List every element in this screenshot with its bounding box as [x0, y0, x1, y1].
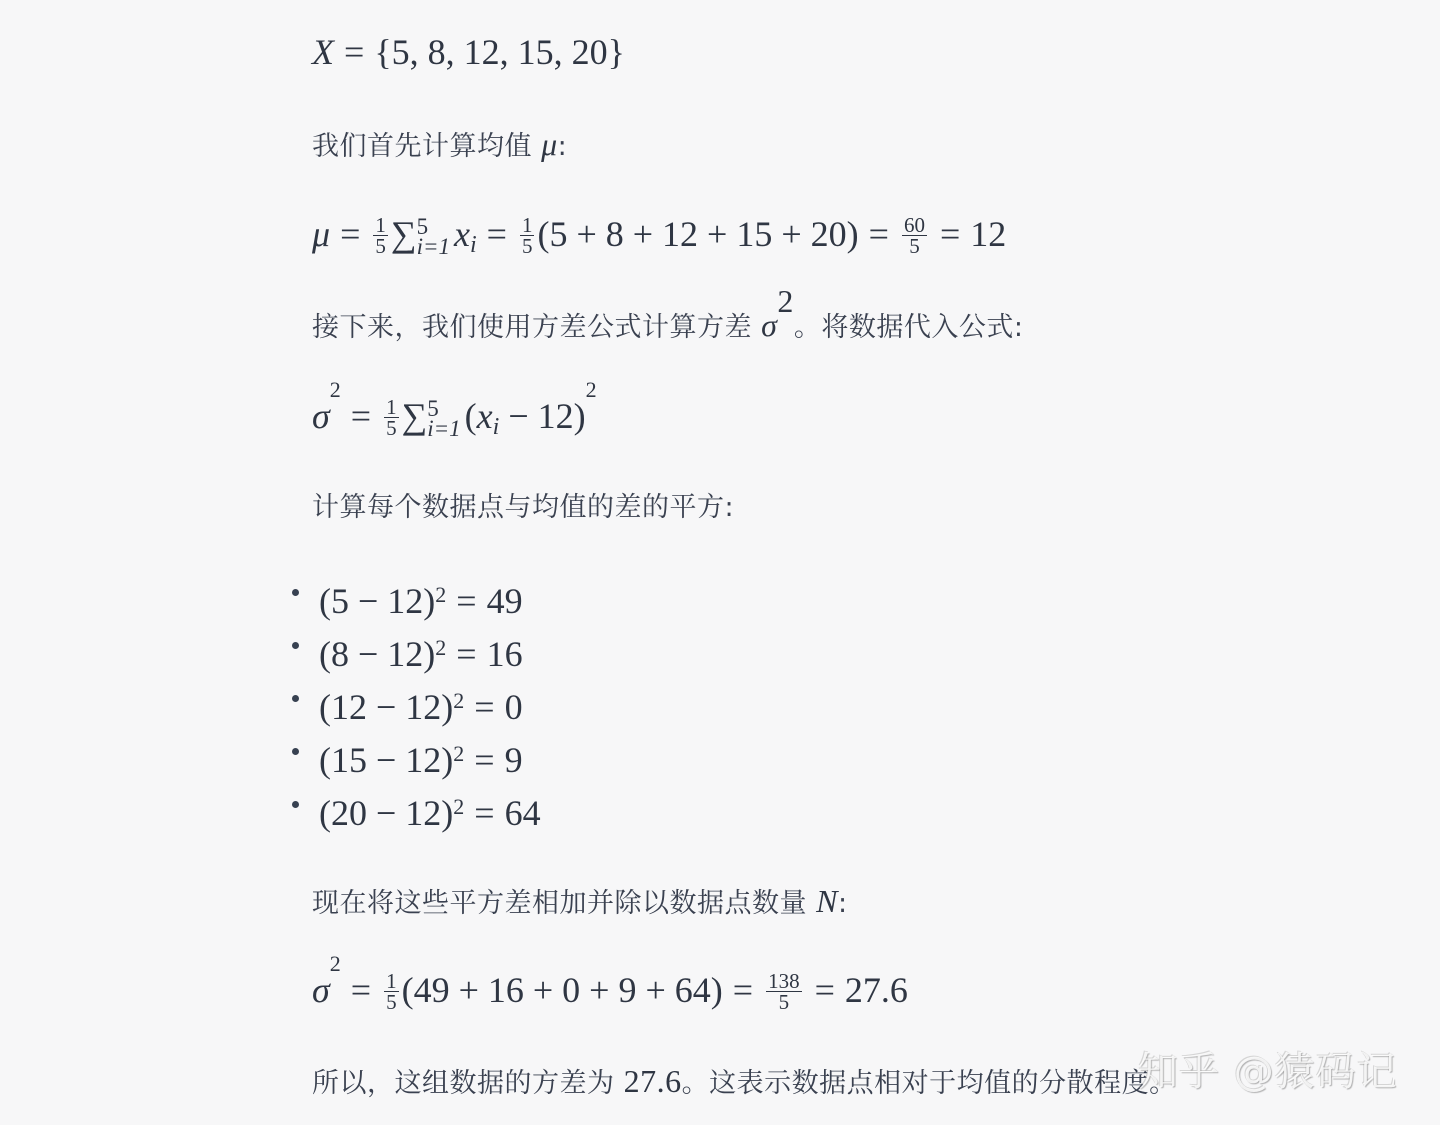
mean-equation: μ = $\frac{1}{5}$ ∑ 5 i=1 $x_i$ = $\frac{1}{5}$ (5 + 8 + 12 + 15 + 20) = $\frac{60}{5}$ = 12 [312, 213, 1007, 259]
superscript: 2 [329, 377, 341, 402]
superscript: 2 [585, 377, 597, 402]
paragraph-squares-intro [312, 490, 734, 526]
paragraph-variance-intro [312, 283, 1024, 346]
dataset-equation: X = {5, 8, 12, 15, 20} [312, 32, 625, 72]
fraction: $\frac{1}{5}$ [386, 969, 397, 1015]
paragraph-text: 计算每个数据点与均值的差的平方: [312, 492, 735, 523]
paragraph-text: 现在将这些平方差相加并除以数据点数量 [312, 888, 807, 919]
bullet-icon [292, 642, 299, 649]
paragraph-text: 接下来，我们使用方差公式计算方差 [312, 312, 752, 343]
paragraph-conclusion [312, 1063, 1177, 1102]
dataset-symbol: X [312, 32, 334, 72]
colon: : [837, 888, 848, 919]
mu-symbol: μ [541, 126, 558, 162]
variance-value: 27.6 [623, 1063, 682, 1099]
paragraph-text: 。将数据代入公式: [793, 312, 1024, 343]
fraction: $\frac{1}{5}$ [386, 395, 397, 441]
fraction: $\frac{138}{5}$ [768, 969, 800, 1015]
variance-formula: $\sigma^2=$ $\frac{1}{5}$ ∑ 5 i=1 $(x_i - 12)^2$ [312, 377, 597, 441]
squared-differences-list [292, 574, 541, 839]
variance-result: 27.6 [844, 970, 908, 1010]
colon: : [557, 131, 568, 162]
variance-result-equation: $\sigma^2=$ $\frac{1}{5}$ (49 + 16 + 0 + 9 + 64) = $\frac{138}{5}$ = 27.6 [312, 951, 908, 1015]
fraction: $\frac{1}{5}$ [375, 213, 386, 259]
n-symbol: N [816, 883, 838, 919]
list-item: (12 − 12) $^2$ = 0 [292, 680, 541, 733]
paragraph-text: 所以，这组数据的方差为 [312, 1068, 615, 1099]
sigma-symbol: σ [312, 970, 330, 1010]
fraction: $\frac{60}{5}$ [903, 213, 925, 259]
paragraph-text: 。这表示数据点相对于均值的分散程度。 [681, 1068, 1177, 1099]
sum-symbol: ∑ [401, 396, 428, 436]
x-variable: x [453, 214, 470, 254]
fraction: $\frac{1}{5}$ [521, 213, 533, 259]
sum-expansion: (5 + 8 + 12 + 15 + 20) [537, 214, 859, 254]
paragraph-sum-intro [312, 883, 848, 922]
mu-symbol: μ [312, 214, 331, 254]
superscript: 2 [777, 283, 794, 319]
sum-limits: 5 i=1 [427, 395, 461, 441]
paragraph-mean-intro [312, 126, 567, 165]
sum-limits: 5 i=1 [416, 213, 450, 259]
zhihu-watermark: 知乎 @猿码记 [1138, 1049, 1398, 1095]
x-variable: x [476, 396, 493, 436]
paragraph-text: 我们首先计算均值 [312, 131, 532, 162]
mean-result: 12 [970, 214, 1007, 254]
sigma-symbol: σ [312, 396, 330, 436]
bullet-icon [292, 748, 299, 755]
list-item: (20 − 12) $^2$ = 64 [292, 786, 541, 839]
bullet-icon [292, 589, 299, 596]
sum-expansion: (49 + 16 + 0 + 9 + 64) [401, 970, 723, 1010]
sum-symbol: ∑ [390, 214, 417, 254]
list-item: (8 − 12) $^2$ = 16 [292, 627, 541, 680]
bullet-icon [292, 695, 299, 702]
list-item: (15 − 12) $^2$ = 9 [292, 733, 541, 786]
dataset-values: {5, 8, 12, 15, 20} [374, 32, 625, 72]
bullet-icon [292, 801, 299, 808]
sigma-symbol: σ [761, 307, 778, 343]
list-item: (5 − 12) $^2$ = 49 [292, 574, 541, 627]
